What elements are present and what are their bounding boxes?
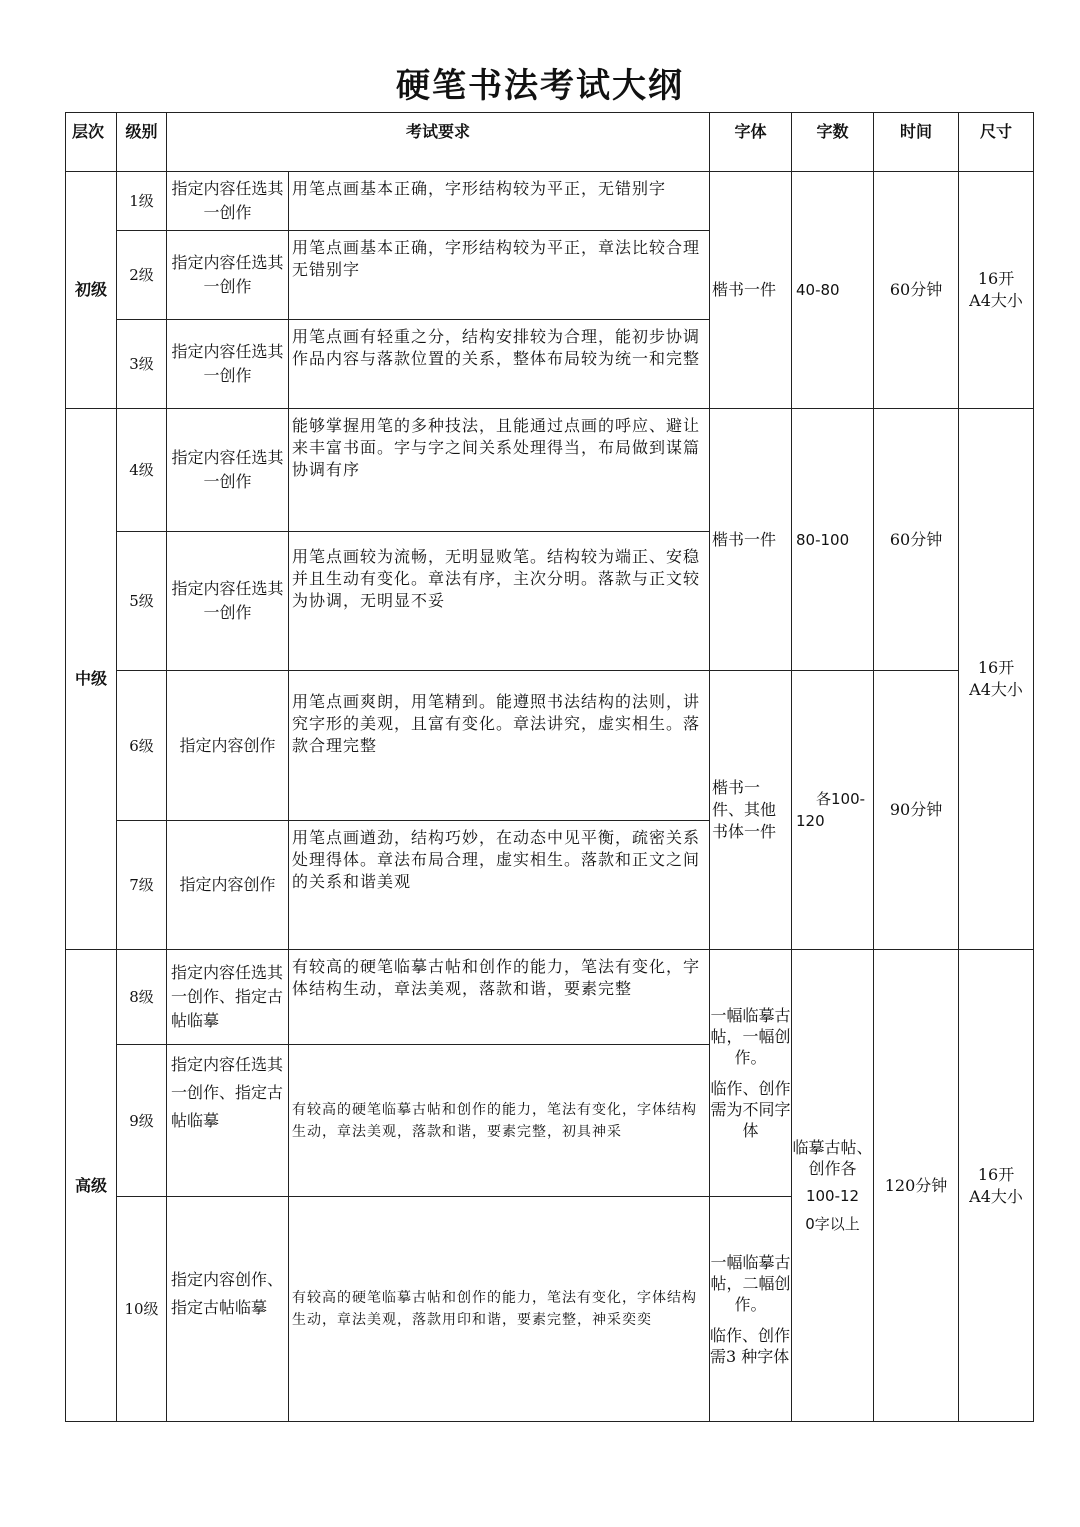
time-cell: 60分钟	[874, 409, 959, 671]
font-line: 临作、创作需3 种字体	[710, 1325, 791, 1366]
requirement-cell: 有较高的硬笔临摹古帖和创作的能力，笔法有变化，字体结构生动，章法美观，落款和谐，要素完整	[289, 950, 710, 1045]
font-cell: 楷书一件	[710, 172, 792, 409]
size-cell	[959, 172, 1034, 409]
time-cell: 120分钟	[874, 950, 959, 1422]
tier-advanced: 高级	[66, 950, 117, 1422]
content-cell: 指定内容任选其一创作、指定古帖临摹	[167, 1045, 289, 1197]
level-cell: 10级	[117, 1197, 167, 1422]
font-cell	[710, 950, 792, 1197]
font-cell: 楷书一件、其他书体一件	[710, 671, 792, 950]
requirement-cell: 用笔点画有轻重之分，结构安排较为合理，能初步协调作品内容与落款位置的关系，整体布局较为统一和完整	[289, 320, 710, 409]
content-cell: 指定内容任选其一创作	[167, 409, 289, 532]
header-row	[66, 113, 1034, 172]
size-line: 16开	[977, 1164, 1015, 1184]
requirement-cell: 用笔点画爽朗，用笔精到。能遵照书法结构的法则，讲究字形的美观，且富有变化。章法讲究，虚实相生。落款合理完整	[289, 671, 710, 821]
font-line: 一幅临摹古帖，二幅创作。	[710, 1252, 791, 1314]
header-count: 字数	[792, 113, 874, 172]
level-cell: 1级	[117, 172, 167, 231]
requirement-cell: 用笔点画基本正确，字形结构较为平正，章法比较合理无错别字	[289, 231, 710, 320]
font-cell: 楷书一件	[710, 409, 792, 671]
tier-beginner: 初级	[66, 172, 117, 409]
count-line: 100-12	[805, 1186, 860, 1205]
requirement-cell: 有较高的硬笔临摹古帖和创作的能力，笔法有变化，字体结构生动，章法美观，落款和谐，要素完整，初具神采	[289, 1045, 710, 1197]
content-cell: 指定内容创作、指定古帖临摹	[167, 1197, 289, 1422]
size-line: 16开	[977, 658, 1015, 677]
level-cell: 3级	[117, 320, 167, 409]
size-cell	[959, 409, 1034, 950]
level-cell: 8级	[117, 950, 167, 1045]
header-level: 级别	[117, 113, 167, 172]
count-cell: 80-100	[792, 409, 874, 671]
tier-intermediate: 中级	[66, 409, 117, 950]
requirement-cell: 能够掌握用笔的多种技法，且能通过点画的呼应、避让来丰富书面。字与字之间关系处理得当，布局做到谋篇协调有序	[289, 409, 710, 532]
size-line: A4大小	[969, 1186, 1023, 1206]
content-cell: 指定内容创作	[167, 821, 289, 950]
size-line: A4大小	[969, 680, 1023, 699]
table-row	[66, 671, 1034, 821]
level-cell: 9级	[117, 1045, 167, 1197]
requirement-cell: 用笔点画遒劲，结构巧妙，在动态中见平衡，疏密关系处理得体。章法布局合理，虚实相生。落款和正文之间的关系和谐美观	[289, 821, 710, 950]
font-line: 临作、创作需为不同字体	[710, 1079, 791, 1140]
requirement-cell: 用笔点画基本正确，字形结构较为平正，无错别字	[289, 172, 710, 231]
content-cell: 指定内容任选其一创作	[167, 320, 289, 409]
count-line: 各100-	[816, 790, 866, 808]
count-cell	[792, 950, 874, 1422]
level-cell: 6级	[117, 671, 167, 821]
header-requirements: 考试要求	[167, 113, 710, 172]
table-row	[66, 172, 1034, 231]
content-cell: 指定内容任选其一创作	[167, 172, 289, 231]
table-row	[66, 409, 1034, 532]
font-cell	[710, 1197, 792, 1422]
content-cell: 指定内容任选其一创作、指定古帖临摹	[167, 950, 289, 1045]
size-line: 16开	[977, 269, 1015, 288]
font-line: 一幅临摹古帖，一幅创作。	[710, 1006, 791, 1067]
level-cell: 5级	[117, 532, 167, 671]
size-cell	[959, 950, 1034, 1422]
header-font: 字体	[710, 113, 792, 172]
count-line: 0字以上	[805, 1214, 860, 1233]
content-cell: 指定内容任选其一创作	[167, 532, 289, 671]
header-size: 尺寸	[959, 113, 1034, 172]
time-cell: 60分钟	[874, 172, 959, 409]
table-row	[66, 950, 1034, 1045]
size-line: A4大小	[969, 291, 1023, 310]
level-cell: 4级	[117, 409, 167, 532]
requirement-cell: 有较高的硬笔临摹古帖和创作的能力，笔法有变化，字体结构生动，章法美观，落款用印和谐，要素完整，神采奕奕	[289, 1197, 710, 1422]
time-cell: 90分钟	[874, 671, 959, 950]
content-cell: 指定内容创作	[167, 671, 289, 821]
count-cell	[792, 671, 874, 950]
exam-outline-table	[65, 112, 1034, 1422]
level-cell: 2级	[117, 231, 167, 320]
document-title: 硬笔书法考试大纲	[396, 66, 684, 106]
count-line: 120	[796, 812, 825, 830]
count-cell: 40-80	[792, 172, 874, 409]
content-cell: 指定内容任选其一创作	[167, 231, 289, 320]
count-line: 临摹古帖、创作各	[792, 1137, 873, 1178]
header-time: 时间	[874, 113, 959, 172]
requirement-cell: 用笔点画较为流畅，无明显败笔。结构较为端正、安稳并且生动有变化。章法有序，主次分明。落款与正文较为协调，无明显不妥	[289, 532, 710, 671]
header-tier: 层次	[66, 113, 117, 172]
level-cell: 7级	[117, 821, 167, 950]
